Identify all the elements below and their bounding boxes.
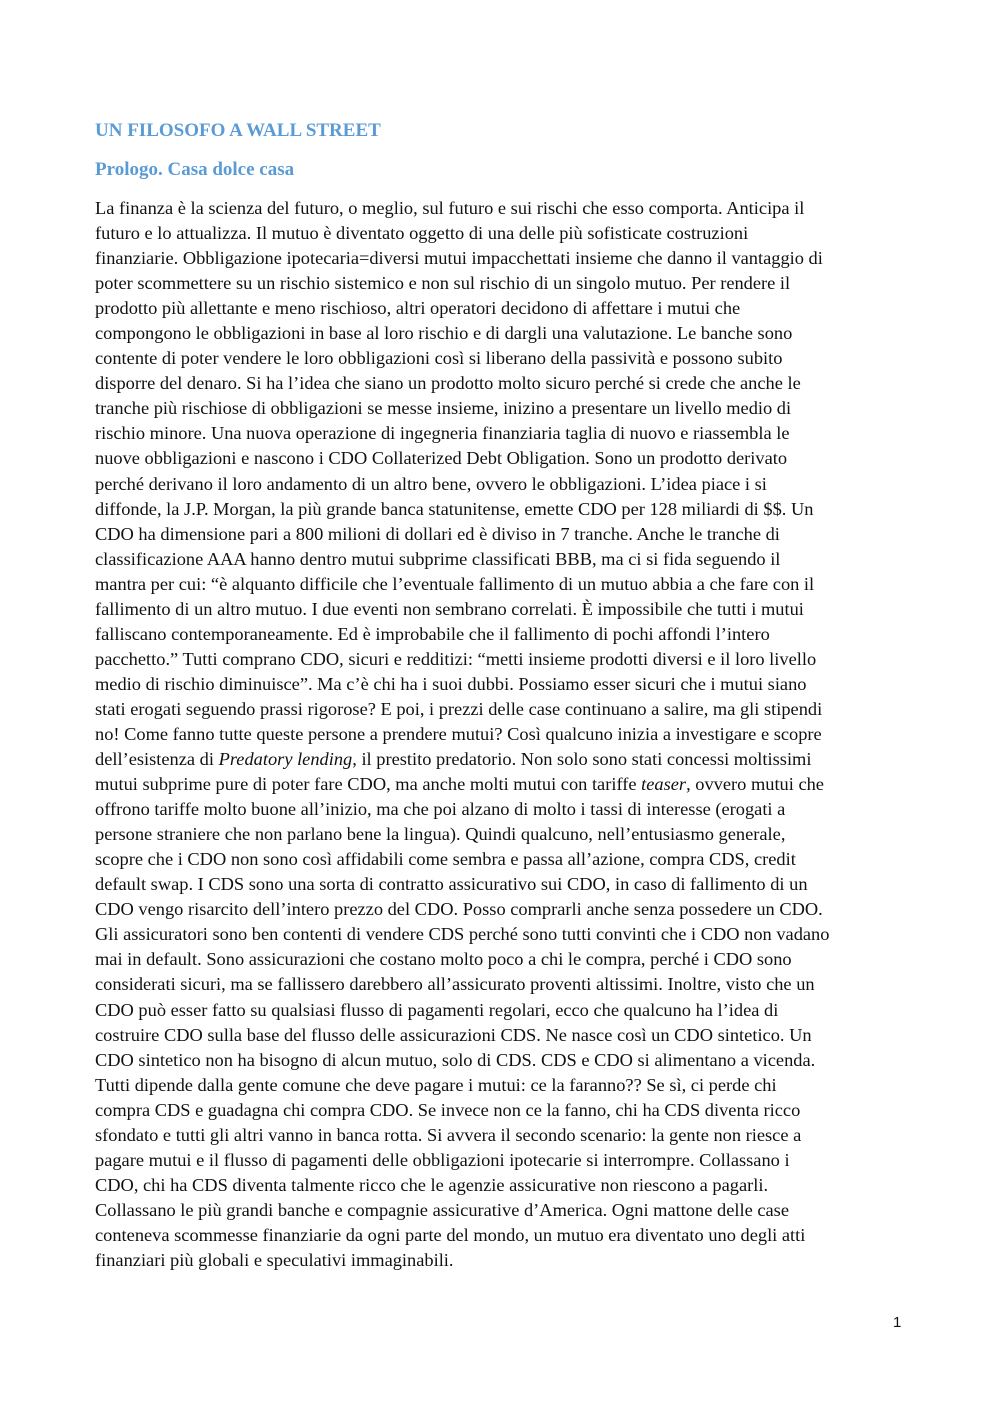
text-run: CDO ha dimensione pari a 800 milioni di dollari ed è diviso in 7 tranche. Anche le tranche di xyxy=(95,523,780,544)
body-line xyxy=(95,522,910,547)
body-line xyxy=(95,1048,910,1073)
text-run: CDO vengo risarcito dell’intero prezzo del CDO. Posso comprarli anche senza possedere un CDO. xyxy=(95,899,823,920)
body-line xyxy=(95,872,910,897)
body-line xyxy=(95,822,910,847)
text-run: compongono le obbligazioni in base al loro rischio e di dargli una valutazione. Le banche sono xyxy=(95,323,793,344)
body-line xyxy=(95,1073,910,1098)
text-run: prodotto più allettante e meno rischioso, altri operatori decidono di affettare i mutui che xyxy=(95,298,741,319)
text-run: contente di poter vendere le loro obbligazioni così si liberano della passività e possono subito xyxy=(95,348,783,369)
body-line xyxy=(95,321,910,346)
body-line xyxy=(95,472,910,497)
text-run: compra CDS e guadagna chi compra CDO. Se invece non ce la fanno, chi ha CDS diventa ricco xyxy=(95,1099,801,1120)
body-line xyxy=(95,346,910,371)
text-run: diffonde, la J.P. Morgan, la più grande banca statunitense, emette CDO per 128 miliardi di $$. Un xyxy=(95,498,814,519)
text-run: dell’esistenza di xyxy=(95,749,219,770)
body-line xyxy=(95,922,910,947)
text-run: disporre del denaro. Si ha l’idea che siano un prodotto molto sicuro perché si crede che anche le xyxy=(95,373,801,394)
body-line xyxy=(95,1223,910,1248)
text-run: default swap. I CDS sono una sorta di contratto assicurativo sui CDO, in caso di fallimento di un xyxy=(95,874,808,895)
body-line xyxy=(95,421,910,446)
text-run: scopre che i CDO non sono così affidabili come sembra e passa all’azione, compra CDS, credit xyxy=(95,849,796,870)
italic-term: Predatory lending xyxy=(218,749,353,770)
body-line xyxy=(95,271,910,296)
text-run: Tutti dipende dalla gente comune che deve pagare i mutui: ce la faranno?? Se sì, ci perde chi xyxy=(95,1074,777,1095)
text-run: fallimento di un altro mutuo. I due eventi non sembrano correlati. È impossibile che tutti i mutui xyxy=(95,598,804,619)
text-run: finanziarie. Obbligazione ipotecaria=diversi mutui impacchettati insieme che danno il vantaggio di xyxy=(95,248,823,269)
text-run: offrono tariffe molto buone all’inizio, ma che poi alzano di molto i tassi di interesse (erogati a xyxy=(95,799,786,820)
body-line xyxy=(95,622,910,647)
body-paragraph xyxy=(95,196,910,1273)
text-run: Gli assicuratori sono ben contenti di vendere CDS perché sono tutti convinti che i CDO non vadano xyxy=(95,924,830,945)
body-line xyxy=(95,371,910,396)
body-line xyxy=(95,797,910,822)
text-run: mutui subprime pure di poter fare CDO, ma anche molti mutui con tariffe xyxy=(95,774,642,795)
text-run: futuro e lo attualizza. Il mutuo è diventato oggetto di una delle più sofisticate costruzioni xyxy=(95,223,749,244)
body-line xyxy=(95,1123,910,1148)
body-line xyxy=(95,446,910,471)
text-run: falliscano contemporaneamente. Ed è improbabile che il fallimento di pochi affondi l’intero xyxy=(95,623,770,644)
body-line xyxy=(95,772,910,797)
body-line xyxy=(95,1023,910,1048)
body-line xyxy=(95,246,910,271)
text-run: classificazione AAA hanno dentro mutui subprime classificati BBB, ma ci si fida seguendo il xyxy=(95,548,781,569)
body-line xyxy=(95,547,910,572)
text-run: sfondato e tutti gli altri vanno in banca rotta. Si avvera il secondo scenario: la gente non riesce a xyxy=(95,1124,802,1145)
body-line xyxy=(95,672,910,697)
text-run: finanziari più globali e speculativi immaginabili. xyxy=(95,1249,454,1270)
body-line xyxy=(95,722,910,747)
text-run: costruire CDO sulla base del flusso delle assicurazioni CDS. Ne nasce così un CDO sintetico. Un xyxy=(95,1024,812,1045)
text-run: pacchetto.” Tutti comprano CDO, sicuri e redditizi: “metti insieme prodotti diversi e il loro livello xyxy=(95,648,817,669)
body-line xyxy=(95,847,910,872)
text-run: La finanza è la scienza del futuro, o meglio, sul futuro e sui rischi che esso comporta. Anticipa il xyxy=(95,198,805,218)
text-run: conteneva scommesse finanziarie da ogni parte del mondo, un mutuo era diventato uno degli atti xyxy=(95,1224,806,1245)
body-line xyxy=(95,497,910,522)
text-run: CDO, chi ha CDS diventa talmente ricco che le agenzie assicurative non riescono a pagarli. xyxy=(95,1174,769,1195)
text-run: considerati sicuri, ma se fallissero darebbero all’assicurato proventi altissimi. Inoltre, visto che un xyxy=(95,974,815,995)
body-line xyxy=(95,947,910,972)
body-line xyxy=(95,572,910,597)
page-number: 1 xyxy=(893,1314,902,1331)
body-line xyxy=(95,396,910,421)
text-run: Collassano le più grandi banche e compagnie assicurative d’America. Ogni mattone delle case xyxy=(95,1199,789,1220)
text-run: stati erogati seguendo prassi rigorose? E poi, i prezzi delle case continuano a salire, ma gli stipendi xyxy=(95,698,823,719)
body-line xyxy=(95,1173,910,1198)
text-run: CDO sintetico non ha bisogno di alcun mutuo, solo di CDS. CDS e CDO si alimentano a vicenda. xyxy=(95,1049,816,1070)
text-run: poter scommettere su un rischio sistemico e non sul rischio di un singolo mutuo. Per rendere il xyxy=(95,273,791,294)
body-line xyxy=(95,221,910,246)
body-line xyxy=(95,697,910,722)
body-line xyxy=(95,296,910,321)
text-run: CDO può esser fatto su qualsiasi flusso di pagamenti regolari, ecco che qualcuno ha l’idea di xyxy=(95,999,779,1020)
text-run: pagare mutui e il flusso di pagamenti delle obbligazioni ipotecarie si interrompre. Collassano i xyxy=(95,1149,790,1170)
body-line xyxy=(95,196,910,221)
body-line xyxy=(95,1198,910,1223)
text-run: no! Come fanno tutte queste persone a prendere mutui? Così qualcuno inizia a investigare e scopre xyxy=(95,723,822,744)
document-title: UN FILOSOFO A WALL STREET xyxy=(95,120,381,141)
text-run: persone straniere che non parlano bene la lingua). Quindi qualcuno, nell’entusiasmo generale, xyxy=(95,824,786,845)
text-run: tranche più rischiose di obbligazioni se messe insieme, inizino a presentare un livello medio di xyxy=(95,398,792,419)
italic-term: teaser xyxy=(641,774,687,795)
section-heading: Prologo. Casa dolce casa xyxy=(95,159,295,180)
text-run: mai in default. Sono assicurazioni che costano molto poco a chi le compra, perché i CDO sono xyxy=(95,949,792,970)
body-line xyxy=(95,998,910,1023)
body-line xyxy=(95,897,910,922)
body-line xyxy=(95,597,910,622)
body-line xyxy=(95,1148,910,1173)
text-run: , ovvero mutui che xyxy=(686,774,824,795)
body-line xyxy=(95,1098,910,1123)
text-run: nuove obbligazioni e nascono i CDO Collaterized Debt Obligation. Sono un prodotto derivato xyxy=(95,448,788,469)
text-run: rischio minore. Una nuova operazione di ingegneria finanziaria taglia di nuovo e riassembla le xyxy=(95,423,790,444)
body-line xyxy=(95,1248,910,1273)
text-run: perché derivano il loro andamento di un altro bene, ovvero le obbligazioni. L’idea piace i si xyxy=(95,473,767,494)
body-line xyxy=(95,647,910,672)
text-run: medio di rischio diminuisce”. Ma c’è chi ha i suoi dubbi. Possiamo esser sicuri che i mutui siano xyxy=(95,673,807,694)
text-run: , il prestito predatorio. Non solo sono stati concessi moltissimi xyxy=(352,749,812,770)
body-line xyxy=(95,747,910,772)
text-run: mantra per cui: “è alquanto difficile che l’eventuale fallimento di un mutuo abbia a che fare con il xyxy=(95,573,815,594)
body-line xyxy=(95,972,910,997)
